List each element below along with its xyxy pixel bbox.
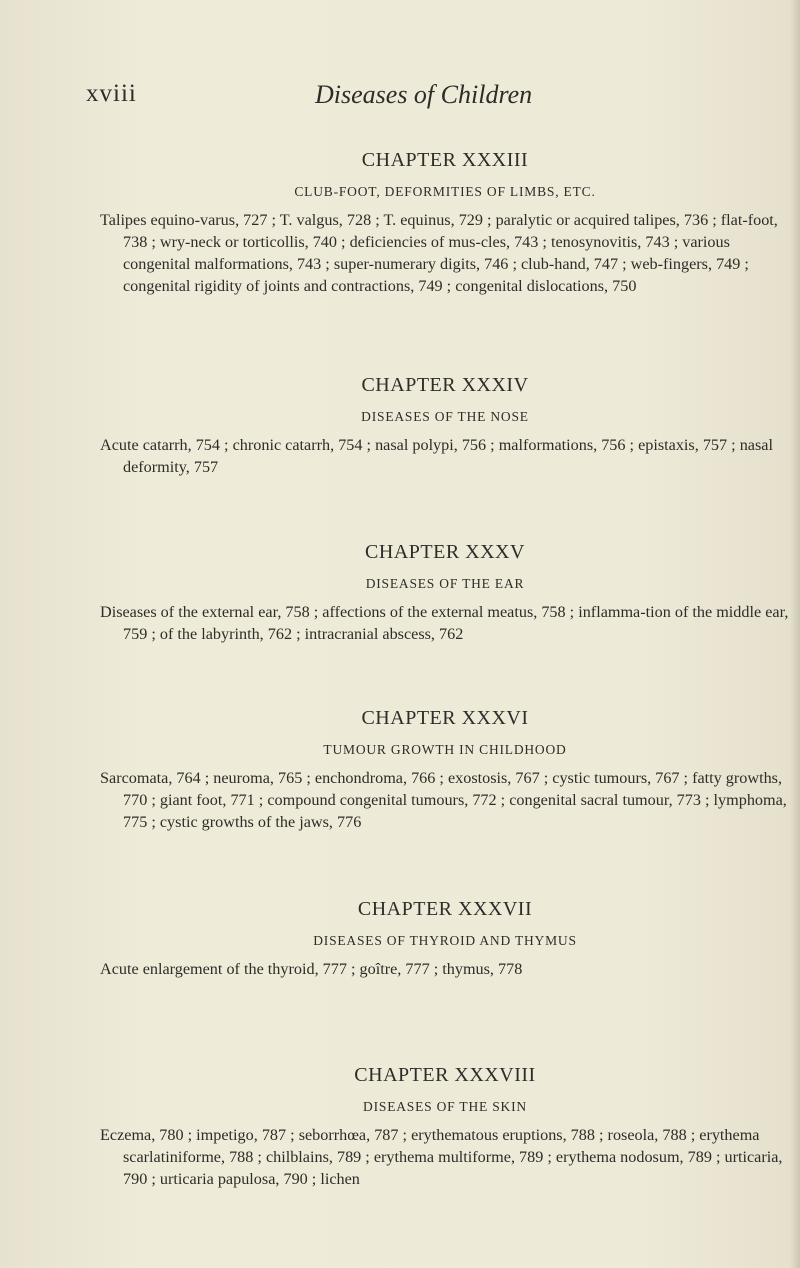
chapter-xxxiii (100, 148, 790, 297)
chapter-contents: Talipes equino-varus, 727 ; T. valgus, 728 ; T. equinus, 729 ; paralytic or acquired talipes, 736 ; flat-foot, 738 ; wry-neck or torticollis, 740 ; deficiencies of mus-cles, 743 ; tenosynovitis, 743 ; various congenital malformations, 743 ; super-numerary digits, 746 ; club-hand, 747 ; web-fingers, 749 ; congenital rigidity of joints and contractions, 749 ; congenital dislocations, 750 (100, 211, 778, 295)
chapter-subtitle: DISEASES OF THYROID AND THYMUS (313, 933, 577, 948)
chapter-subtitle: DISEASES OF THE NOSE (361, 409, 529, 424)
chapter-contents: Sarcomata, 764 ; neuroma, 765 ; enchondroma, 766 ; exostosis, 767 ; cystic tumours, 767 ; fatty growths, 770 ; giant foot, 771 ; compound congenital tumours, 772 ; congenital sacral tumour, 773 ; lymphoma, 775 ; cystic growths of the jaws, 776 (100, 769, 787, 831)
chapter-heading: CHAPTER XXXVI (361, 707, 529, 729)
page-number: xviii (86, 80, 137, 107)
chapter-subtitle: CLUB-FOOT, DEFORMITIES OF LIMBS, ETC. (294, 184, 596, 199)
chapter-xxxv (100, 540, 790, 645)
chapter-xxxiv (100, 373, 790, 478)
running-head (86, 80, 786, 116)
chapter-heading: CHAPTER XXXIII (361, 149, 529, 171)
chapter-contents: Eczema, 780 ; impetigo, 787 ; seborrhœa, 787 ; erythematous eruptions, 788 ; roseola, 788 ; erythema scarlatiniforme, 788 ; chilblains, 789 ; erythema multiforme, 789 ; erythema nodosum, 789 ; urticaria, 790 ; urticaria papulosa, 790 ; lichen (100, 1126, 783, 1188)
chapter-heading: CHAPTER XXXIV (361, 374, 529, 396)
chapter-heading: CHAPTER XXXV (365, 541, 525, 563)
chapter-subtitle: TUMOUR GROWTH IN CHILDHOOD (323, 742, 567, 757)
chapter-xxxviii (100, 1063, 790, 1190)
chapter-xxxvi (100, 706, 790, 833)
chapter-subtitle: DISEASES OF THE EAR (365, 576, 525, 591)
chapter-xxxvii (100, 897, 790, 980)
chapter-contents: Diseases of the external ear, 758 ; affections of the external meatus, 758 ; inflamma-tion of the middle ear, 759 ; of the labyrinth, 762 ; intracranial abscess, 762 (100, 603, 789, 643)
chapter-heading: CHAPTER XXXVII (357, 898, 533, 920)
chapter-contents: Acute catarrh, 754 ; chronic catarrh, 754 ; nasal polypi, 756 ; malformations, 756 ; epistaxis, 757 ; nasal deformity, 757 (100, 436, 773, 476)
page-edge-shadow (790, 0, 800, 1268)
chapter-subtitle: DISEASES OF THE SKIN (363, 1099, 527, 1114)
running-title: Diseases of Children (315, 80, 533, 109)
chapter-contents: Acute enlargement of the thyroid, 777 ; goître, 777 ; thymus, 778 (100, 960, 523, 978)
chapter-heading: CHAPTER XXXVIII (354, 1064, 536, 1086)
